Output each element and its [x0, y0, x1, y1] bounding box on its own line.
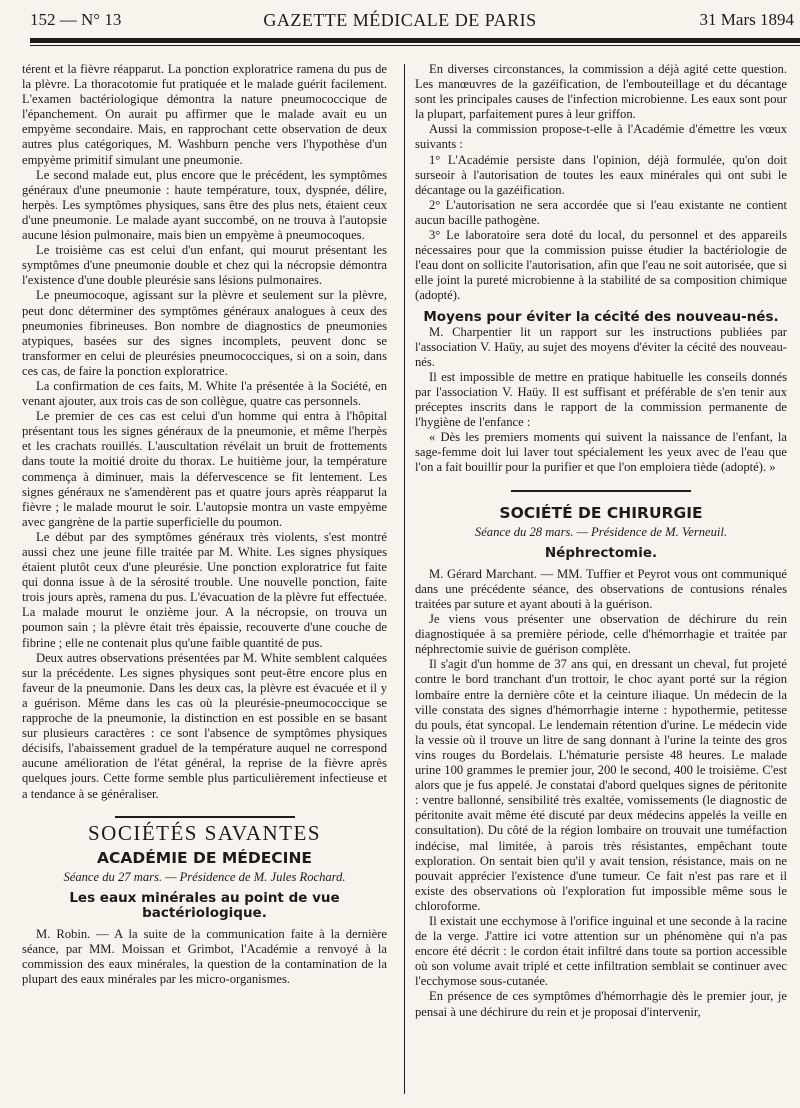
- paragraph: M. Charpentier lit un rapport sur les instructions publiées par l'association V. Haüy, au sujet des moyens d'éviter la cécité des nouveau-nés.: [415, 324, 787, 369]
- paragraph: Le troisième cas est celui d'un enfant, qui mourut présentant les symptômes d'une pneumonie double et chez qui la nécropsie démontra l'existence d'une double pleurésie sans lésions pulmonaires.: [22, 243, 387, 288]
- paragraph: Le début par des symptômes généraux très violents, s'est montré aussi chez une jeune fille traitée par M. White. Les signes physiques étaient plutôt ceux d'une pleurésie. Une ponction exploratrice fut faite qui donna issue à de la sérosité trouble. Une nouvelle ponction, faite trois jours après, ramena du pus. L'évacuation de la plèvre fut effectuée. La malade mourut le onzième jour. A la nécropsie, on trouva un poumon sain ; la plèvre était très épaissie, recouverte d'une couche de fibrine ; elle ne contenait plus qu'une faible quantité de pus.: [22, 529, 387, 650]
- journal-title: GAZETTE MÉDICALE DE PARIS: [263, 10, 537, 30]
- paragraph: Le pneumocoque, agissant sur la plèvre et seulement sur la plèvre, peut donc déterminer des symptômes généraux analogues à ceux des pneumonies fibrineuses. Bon nombre de diagnostics de pneumonies atypiques, basées sur des signes incomplets, peuvent donc se transformer en celui de pleurésies pneumococciques, si on a soin, dans ces cas, de faire la ponction exploratrice.: [22, 288, 387, 378]
- cecite-heading: Moyens pour éviter la cécité des nouveau-nés.: [423, 308, 779, 325]
- paragraph: Le premier de ces cas est celui d'un homme qui entra à l'hôpital présentant tous les signes généraux de la pneumonie, et même l'herpès et les crachats rouillés. L'auscultation révélait un bruit de frottements dans toute la moitié droite du thorax. Le huitième jour, la température commença à diminuer, mais la défervescence se fit lentement. Les signes généraux ne s'amendèrent pas et quatre jours après réapparut la fièvre ; le malade mourut le soir. L'autopsie montra un vaste empyème avec gangrène de la partie superficielle du poumon.: [22, 409, 387, 529]
- right-column: [415, 62, 787, 1102]
- page-number: 152 — N° 13: [30, 10, 122, 29]
- column-divider: [404, 64, 405, 1094]
- paragraph: térent et la fièvre réapparut. La ponction exploratrice ramena du pus de la plèvre. La thoracotomie fut pratiquée et le malade guérit facilement. L'examen bactériologique démontra la nature pneumococcique de l'épanchement. On aurait pu affirmer que le malade avait eu un empyème secondaire. Mais, en rapprochant cette observation de deux autres plus catégoriques, M. Washburn penche vers l'hypothèse d'un empyème primitif simulant une pneumonie.: [22, 62, 387, 167]
- paragraph: Deux autres observations présentées par M. White semblent calquées sur la précédente. Les signes physiques sont peut-être encore plus en faveur de la pneumonie. Dans les deux cas, la plèvre est évacuée et il y a guérison. Même dans les cas où la pleurésie-pneumococcique se rapproche de la pneumonie, la distinction en est possible en se basant sur plusieurs caractères : ce sont l'absence de symptômes physiques décisifs, l'abaissement graduel de la température auquel ne correspond aucune amélioration de l'état général, la reprise de la fièvre après quelques jours. Cette forme semble plus particulièrement infectieuse et a tendance à se généraliser.: [22, 650, 387, 801]
- paragraph: Il est impossible de mettre en pratique habituelle les conseils donnés par l'association V. Haüy. Il est suffisant et préférable de s'en tenir aux préceptes inscrits dans le rapport de la commission permanente de l'hygiène de l'enfance :: [415, 369, 787, 430]
- societes-savantes-heading: SOCIÉTÉS SAVANTES: [87, 820, 322, 845]
- paragraph: Il s'agit d'un homme de 37 ans qui, en dressant un cheval, fut projeté contre le bord tranchant d'un trottoir, le choc ayant porté sur la région lombaire entre la dernière côte et la ceinture iliaque. Un médecin de la ville constata des signes d'hémorrhagie interne : hypothermie, petitesse du pouls, état syncopal. Le lendemain rétention d'urine. Le médecin vide la vessie où il trouve un litre de sang donnant à l'urine la teinte des gros vins rouges du Bordelais. L'hématurie persiste 48 heures. Le malade urine 100 grammes le premier jour, 200 le second, 400 le troisième. C'est alors que je fus appelé. Je constatai d'abord quelques signes de péritonite : ventre ballonné, sensibilité très exaltée, vomissements (le diagnostic de péritonite avait même été discuté par deux médecins appelés la veille en consultation). Du côté de la région lombaire on trouvait une tuméfaction indécise, mal limitée, à parois très résistantes, empêchant toute exploration. On sentait bien qu'il y avait tension, résistance, mais on ne pouvait apprécier l'existence d'une tumeur. Ce fait n'est pas rare et il existe des observations où l'exploration fut impossible même sous le chloroforme.: [415, 657, 787, 913]
- paragraph: « Dès les premiers moments qui suivent la naissance de l'enfant, la sage-femme doit lui laver tout spécialement les yeux avec de l'eau que l'on a fait bouillir pour la purifier et que l'on emploiera tiède (adopté). »: [415, 430, 787, 475]
- left-column: [22, 62, 387, 1102]
- header-rule-thick: [30, 38, 800, 43]
- paragraph: Je viens vous présenter une observation de déchirure du rein diagnostiquée à sa première période, celle d'hémorrhagie et traitée par néphrectomie suivie de guérison complète.: [415, 612, 787, 657]
- page-header: [0, 0, 800, 40]
- chirurgie-seance: Séance du 28 mars. — Présidence de M. Verneuil.: [474, 524, 728, 539]
- paragraph: Aussi la commission propose-t-elle à l'Académie d'émettre les vœux suivants :: [415, 122, 787, 152]
- header-rule-thin: [30, 45, 800, 46]
- paragraph: 1° L'Académie persiste dans l'opinion, déjà formulée, qu'on doit surseoir à l'autorisation de toutes les eaux minérales qui ont subi le décantage ou la gazéification.: [415, 152, 787, 197]
- paragraph: En diverses circonstances, la commission a déjà agité cette question. Les manœuvres de la gazéification, de l'embouteillage et du décantage sont les principales causes de l'infection microbienne. Les eaux sont pour la plupart, parfaitement pures à leur griffon.: [415, 62, 787, 122]
- issue-date: 31 Mars 1894: [699, 10, 794, 29]
- section-rule: [511, 490, 691, 492]
- academie-seance: Séance du 27 mars. — Présidence de M. Jules Rochard.: [63, 869, 346, 884]
- paragraph: Il existait une ecchymose à l'orifice inguinal et une seconde à la racine de la verge. J'attire ici votre attention sur un phénomène qui n'a pas encore été décrit : le cordon était infiltré dans toute sa portion accessible où son volume avait triplé et cette infiltration semblait se continuer avec l'ecchymose sous-cutanée.: [415, 913, 787, 989]
- nephrectomie-heading: Néphrectomie.: [544, 544, 658, 561]
- paragraph: M. Robin. — A la suite de la communication faite à la dernière séance, par MM. Moissan et Grimbot, l'Académie a renvoyé à la commission des eaux minérales, la question de la contamination de la plupart des eaux minérales par les micro-organismes.: [22, 927, 387, 987]
- paragraph: 3° Le laboratoire sera doté du local, du personnel et des appareils nécessaires pour que la commission puisse étudier la bactériologie de l'eau dont on sollicite l'autorisation, afin que l'eau ne soit autorisée, que si elle joint la pureté microbienne à la stabilité de sa composition chimique (adopté).: [415, 228, 787, 303]
- section-rule: [115, 816, 295, 818]
- eaux-minerales-heading: Les eaux minérales au point de vue bactériologique.: [69, 889, 340, 921]
- paragraph: En présence de ces symptômes d'hémorrhagie dès le premier jour, je pensai à une déchirure du rein et je proposai d'intervenir,: [415, 989, 787, 1019]
- paragraph: 2° L'autorisation ne sera accordée que si l'eau existante ne contient aucun bacille pathogène.: [415, 197, 787, 227]
- paragraph: M. Gérard Marchant. — MM. Tuffier et Peyrot vous ont communiqué dans une précédente séance, des observations de contusions rénales traitées par suture et ayant abouti à la guérison.: [415, 566, 787, 611]
- chirurgie-heading: SOCIÉTÉ DE CHIRURGIE: [499, 503, 703, 522]
- academie-heading: ACADÉMIE DE MÉDECINE: [96, 848, 313, 867]
- paragraph: Le second malade eut, plus encore que le précédent, les symptômes généraux d'une pneumonie : haute température, toux, dyspnée, délire, herpès. Les symptômes physiques, sans être des plus nets, étaient ceux d'une pneumonie. Le malade ayant succombé, on ne trouva à l'autopsie aucune lésion pulmonaire, mais bien un empyème à pneumocoques.: [22, 167, 387, 243]
- paragraph: La confirmation de ces faits, M. White l'a présentée à la Société, en venant ajouter, aux trois cas de son collègue, quatre cas personnels.: [22, 378, 387, 409]
